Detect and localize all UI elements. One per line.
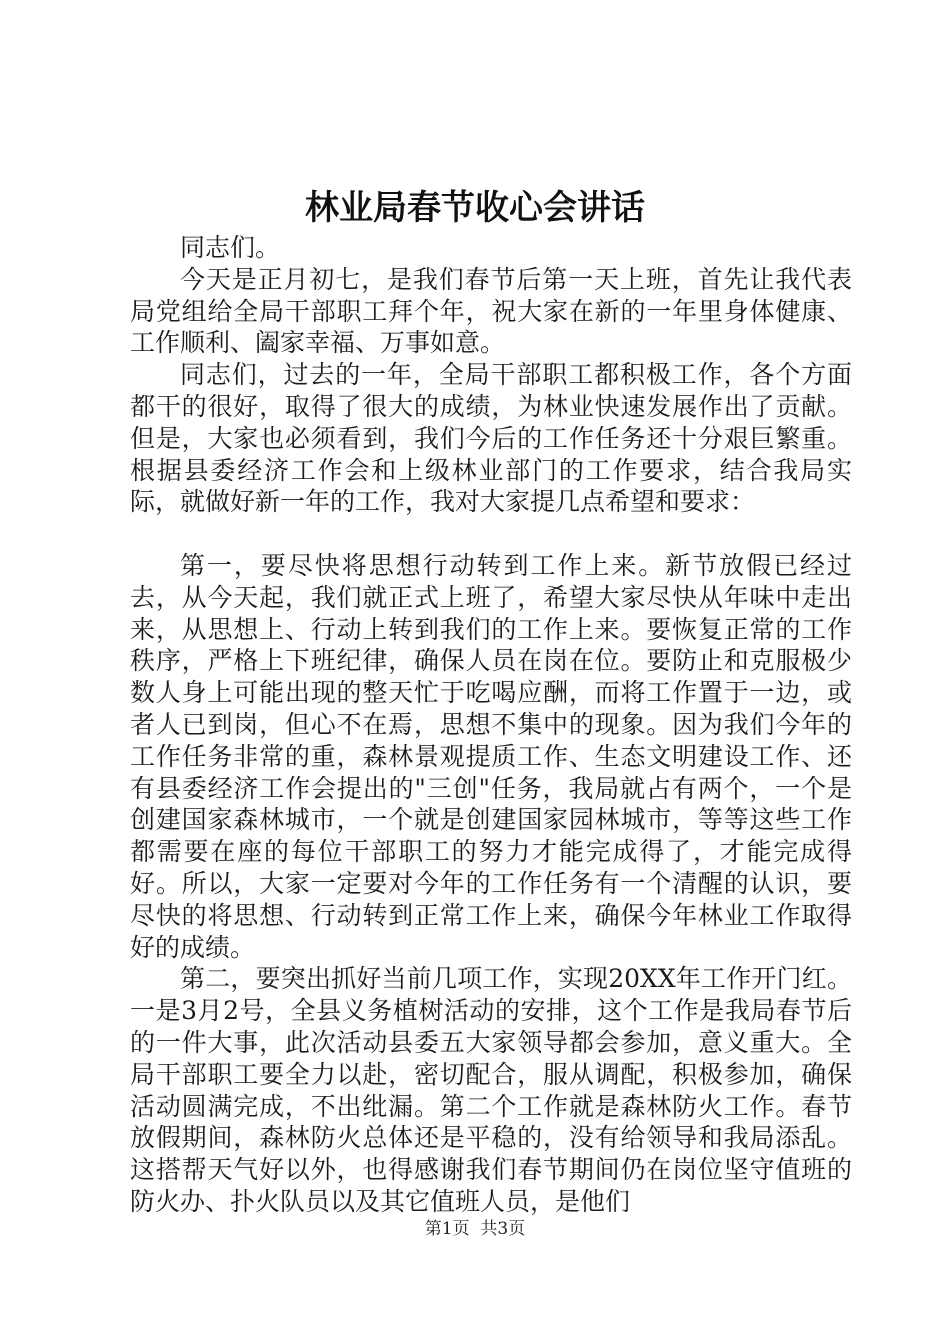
paragraph-review: 同志们，过去的一年，全局干部职工都积极工作，各个方面都干的很好，取得了很大的成绩，为林业快速发展作出了贡献。但是，大家也必须看到，我们今后的工作任务还十分艰巨繁重。根据县委经济工作会和上级林业部门的工作要求，结合我局实际，就做好新一年的工作，我对大家提几点希望和要求： (130, 360, 852, 517)
page-number-total: 共3页 (480, 1219, 526, 1239)
paragraph-greeting: 同志们。 (180, 233, 281, 262)
document-body (130, 232, 852, 1218)
paragraph-point-one: 第一，要尽快将思想行动转到工作上来。新节放假已经过去，从今天起，我们就正式上班了，希望大家尽快从年味中走出来，从思想上、行动上转到我们的工作上来。要恢复正常的工作秩序，严格上下班纪律，确保人员在岗在位。要防止和克服极少数人身上可能出现的整天忙于吃喝应酬，而将工作置于一边，或者人已到岗，但心不在焉，思想不集中的现象。因为我们今年的工作任务非常的重，森林景观提质工作、生态文明建设工作、还有县委经济工作会提出的"三创"任务，我局就占有两个，一个是创建国家森林城市，一个就是创建国家园林城市，等等这些工作都需要在座的每位干部职工的努力才能完成得了，才能完成得好。所以，大家一定要对今年的工作任务有一个清醒的认识，要尽快的将思想、行动转到正常工作上来，确保今年林业工作取得好的成绩。 (130, 550, 852, 962)
document-title: 林业局春节收心会讲话 (305, 188, 645, 228)
page-number-separator (470, 1219, 481, 1239)
paragraph-spacer (130, 518, 852, 550)
page-footer (0, 1218, 950, 1240)
page-number-current: 第1页 (424, 1219, 470, 1239)
paragraph-new-year-wishes: 今天是正月初七，是我们春节后第一天上班，首先让我代表局党组给全局干部职工拜个年，祝大家在新的一年里身体健康、工作顺利、阖家幸福、万事如意。 (130, 264, 852, 358)
paragraph-point-two: 第二，要突出抓好当前几项工作，实现20XX年工作开门红。一是3月2号，全县义务植树活动的安排，这个工作是我局春节后的一件大事，此次活动县委五大家领导都会参加，意义重大。全局干部职工要全力以赴，密切配合，服从调配，积极参加，确保活动圆满完成，不出纰漏。第二个工作就是森林防火工作。春节放假期间，森林防火总体还是平稳的，没有给领导和我局添乱。这搭帮天气好以外，也得感谢我们春节期间仍在岗位坚守值班的防火办、扑火队员以及其它值班人员，是他们 (130, 964, 852, 1216)
